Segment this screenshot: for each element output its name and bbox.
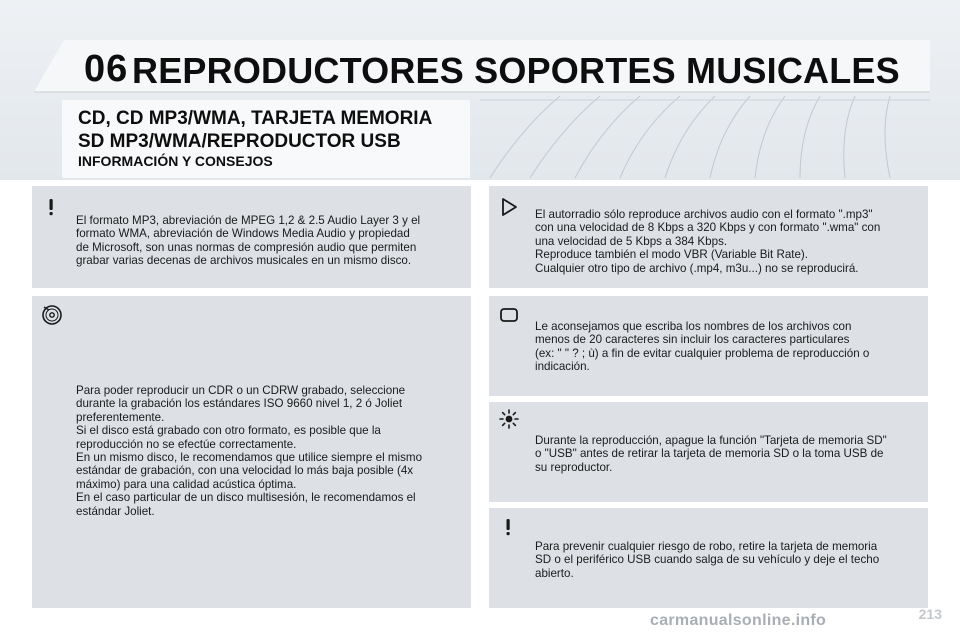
text-line: Le aconsejamos que escriba los nombres de los archivos con (535, 320, 852, 333)
text-line: su reproductor. (535, 460, 613, 474)
text-line: El formato MP3, abreviación de MPEG 1,2 & 2.5 Audio Layer 3 y el (76, 214, 421, 227)
text-line: SD o el periférico USB cuando salga de su vehículo y deje el techo (535, 553, 880, 567)
section-label: INFORMACIÓN Y CONSEJOS (78, 153, 273, 169)
panel-text (535, 320, 869, 374)
text-line: con una velocidad de 8 Kbps a 320 Kbps y con formato ".wma" con (535, 221, 881, 235)
sun-icon (498, 408, 520, 430)
text-line: indicación. (535, 360, 590, 374)
panel-cdr-recording (32, 296, 471, 608)
subtitle-line-1: CD, CD MP3/WMA, TARJETA MEMORIA (78, 108, 433, 129)
text-line: durante la grabación los estándares ISO 9660 nivel 1, 2 ó Joliet (76, 397, 403, 411)
page-number: 213 (918, 606, 942, 622)
panel-file-names (489, 296, 928, 396)
chapter-number: 06 (84, 48, 129, 90)
text-line: preferentemente. (76, 410, 165, 424)
rounded-square-icon (498, 304, 520, 326)
text-line: Durante la reproducción, apague la función "Tarjeta de memoria SD" (535, 434, 887, 447)
subtitle-line-2: SD MP3/WMA/REPRODUCTOR USB (78, 131, 401, 152)
text-line: grabar varias decenas de archivos musicales en un mismo disco. (76, 254, 412, 268)
exclamation-icon (40, 196, 62, 218)
panel-text (76, 214, 420, 268)
panel-mp3-wma-info (32, 186, 471, 288)
watermark: carmanualsonline.info (650, 612, 827, 629)
text-line: menos de 20 caracteres sin incluir los caracteres particulares (535, 333, 850, 347)
text-line: reproducción no se efectúe correctamente. (76, 437, 297, 451)
panel-supported-formats (489, 186, 928, 288)
panel-sd-usb-removal (489, 402, 928, 502)
text-line: estándar Joliet. (76, 504, 155, 518)
disc-icon (41, 304, 63, 326)
panel-theft-prevention (489, 508, 928, 608)
play-icon (498, 196, 520, 218)
text-line: Para prevenir cualquier riesgo de robo, retire la tarjeta de memoria (535, 540, 878, 553)
panel-text (76, 384, 422, 518)
panel-text (535, 540, 879, 580)
text-line: El autorradio sólo reproduce archivos audio con el formato ".mp3" (535, 208, 873, 221)
text-line: máximo) para una calidad acústica óptima. (76, 477, 297, 491)
panel-text (535, 208, 880, 275)
exclamation-icon (497, 516, 519, 538)
chapter-title: REPRODUCTORES SOPORTES MUSICALES (132, 50, 900, 91)
text-line: (ex: " " ? ; ù) a fin de evitar cualquier problema de reproducción o (535, 346, 870, 360)
text-line: Si el disco está grabado con otro formato, es posible que la (76, 424, 381, 438)
text-line: abierto. (535, 566, 574, 580)
text-line: formato WMA, abreviación de Windows Media Audio y propiedad (76, 227, 410, 241)
text-line: Cualquier otro tipo de archivo (.mp4, m3u...) no se reproducirá. (535, 261, 859, 275)
text-line: o "USB" antes de retirar la tarjeta de memoria SD o la toma USB de (535, 447, 884, 461)
text-line: estándar de grabación, con una velocidad lo más baja posible (4x (76, 464, 414, 478)
text-line: En el caso particular de un disco multisesión, le recomendamos el (76, 491, 416, 505)
panel-text (535, 434, 887, 474)
text-line: En un mismo disco, le recomendamos que utilice siempre el mismo (76, 451, 423, 465)
text-line: Reproduce también el modo VBR (Variable Bit Rate). (535, 248, 809, 262)
text-line: de Microsoft, son unas normas de compresión audio que permiten (76, 240, 417, 254)
text-line: Para poder reproducir un CDR o un CDRW grabado, seleccione (76, 384, 406, 397)
text-line: una velocidad de 5 Kbps a 384 Kbps. (535, 234, 728, 248)
